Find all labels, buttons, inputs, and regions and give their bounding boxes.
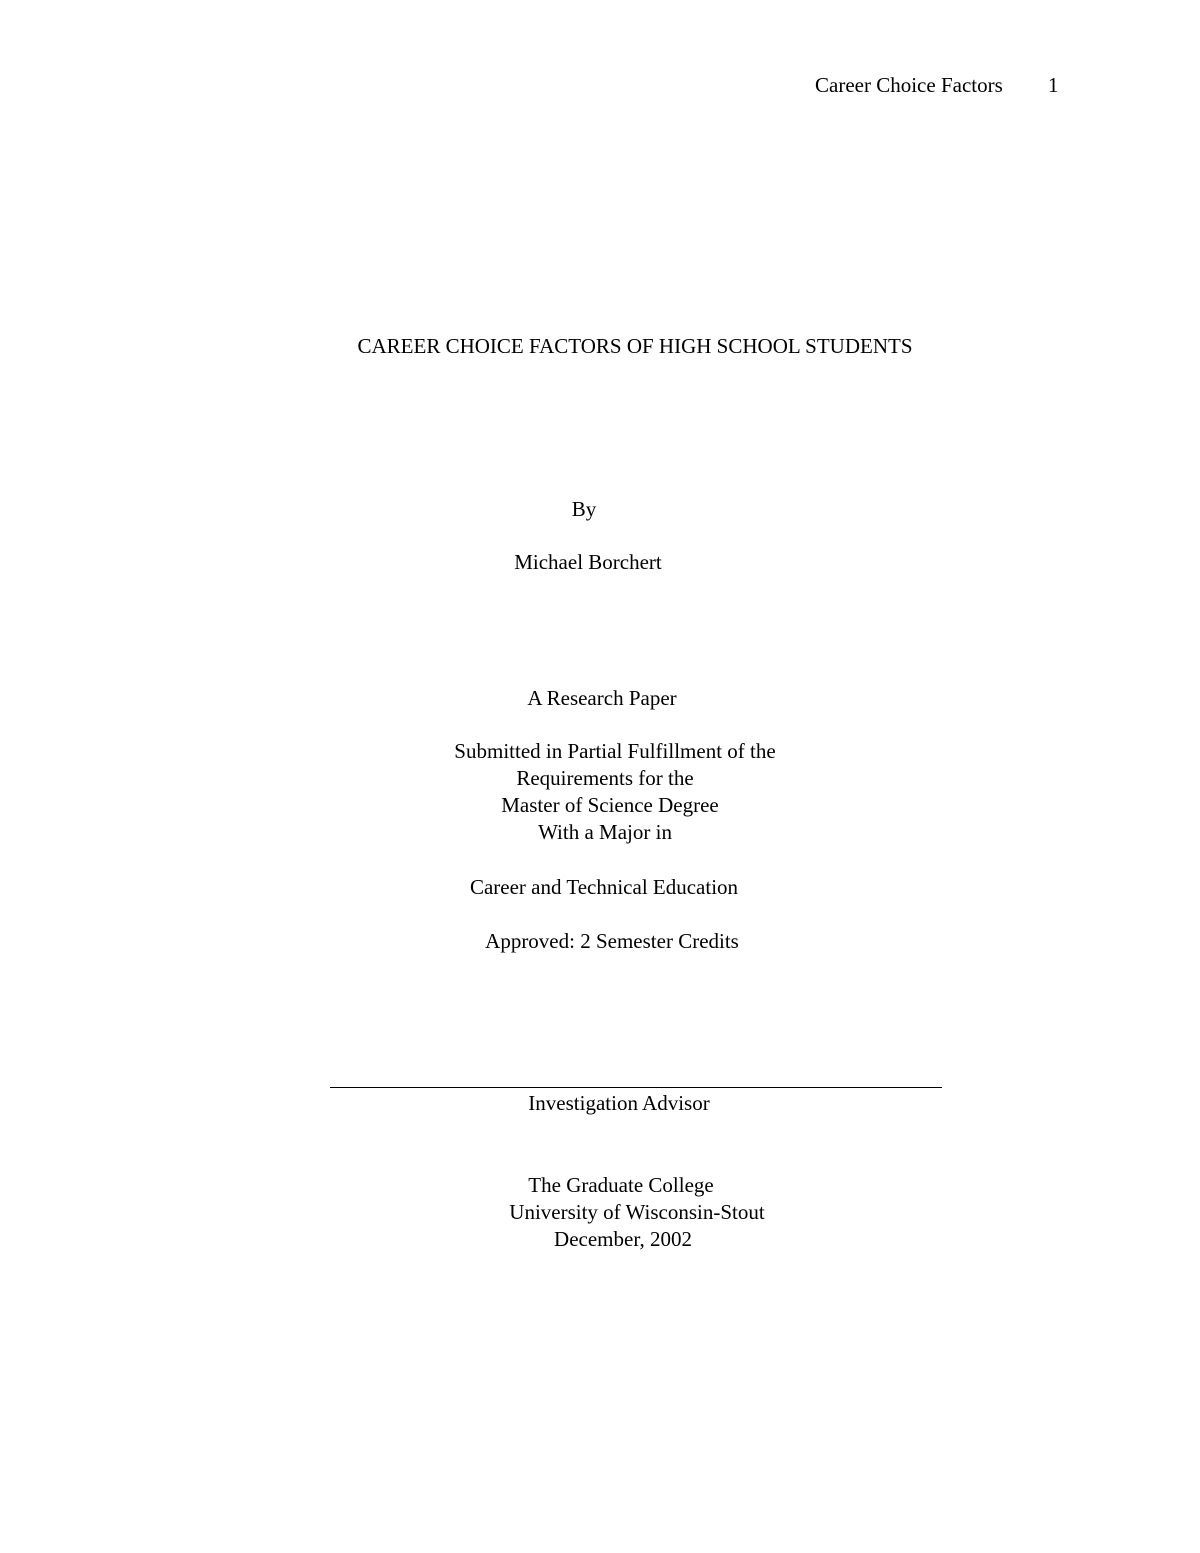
submitted-line-4: With a Major in — [538, 820, 672, 844]
author-name: Michael Borchert — [514, 550, 662, 574]
running-head: Career Choice Factors — [815, 73, 1003, 97]
signature-line — [330, 1087, 942, 1088]
submitted-line-2: Requirements for the — [516, 766, 694, 790]
institution-line-3: December, 2002 — [554, 1227, 692, 1251]
advisor-label: Investigation Advisor — [528, 1091, 710, 1115]
paper-type: A Research Paper — [527, 686, 677, 710]
major-field: Career and Technical Education — [469, 875, 739, 899]
approved-credits: Approved: 2 Semester Credits — [485, 929, 739, 953]
document-title: CAREER CHOICE FACTORS OF HIGH SCHOOL STUDENTS — [357, 334, 913, 358]
page-number: 1 — [1048, 73, 1059, 97]
submitted-line-3: Master of Science Degree — [501, 793, 719, 817]
submitted-line-1: Submitted in Partial Fulfillment of the — [454, 739, 776, 763]
by-line: By — [571, 497, 597, 521]
institution-line-1: The Graduate College — [528, 1173, 714, 1197]
institution-line-2: University of Wisconsin-Stout — [509, 1200, 765, 1224]
